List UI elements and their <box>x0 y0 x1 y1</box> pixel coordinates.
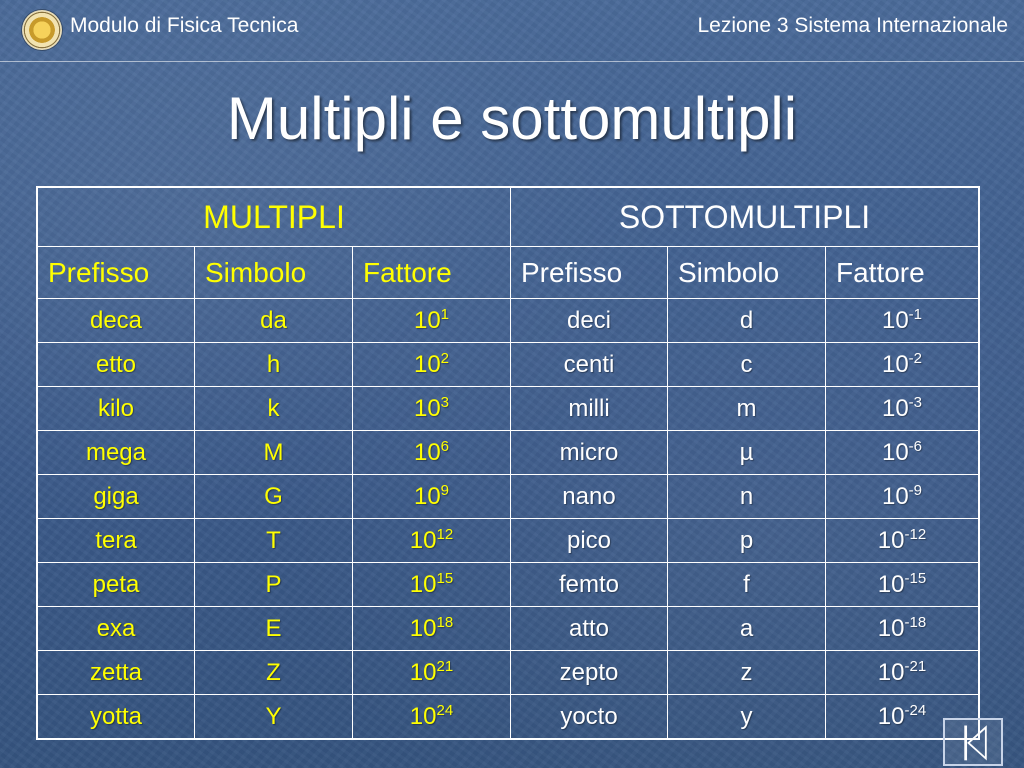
factor-cell <box>826 563 980 607</box>
factor-base: 10 <box>877 571 905 598</box>
factor-cell <box>353 475 511 519</box>
table-row <box>37 475 979 519</box>
prefix-cell: zetta <box>37 651 195 695</box>
symbol-cell: k <box>195 387 353 431</box>
table-row <box>37 299 979 343</box>
symbol-cell: y <box>668 695 826 740</box>
slide-title: Multipli e sottomultipli <box>226 85 798 152</box>
factor-cell <box>353 431 511 475</box>
group-header-row <box>37 187 979 247</box>
symbol-cell: p <box>668 519 826 563</box>
prefix-cell: etto <box>37 343 195 387</box>
prefix-cell: peta <box>37 563 195 607</box>
table-row <box>37 387 979 431</box>
factor-cell <box>353 651 511 695</box>
symbol-cell: m <box>668 387 826 431</box>
factor-cell <box>353 343 511 387</box>
factor-cell <box>826 519 980 563</box>
factor-base: 10 <box>413 483 441 510</box>
factor-cell <box>826 387 980 431</box>
symbol-cell: a <box>668 607 826 651</box>
factor-base: 10 <box>877 703 905 730</box>
header-divider <box>0 61 1024 62</box>
sottomultipli-header: SOTTOMULTIPLI <box>511 187 980 247</box>
factor-exponent: -15 <box>904 570 927 587</box>
factor-base: 10 <box>409 571 437 598</box>
factor-exponent: 9 <box>440 482 450 499</box>
symbol-cell: G <box>195 475 353 519</box>
symbol-cell: E <box>195 607 353 651</box>
factor-exponent: 3 <box>440 394 450 411</box>
factor-exponent: -21 <box>904 658 927 675</box>
factor-exponent: -6 <box>908 438 923 455</box>
factor-exponent: 1 <box>440 306 450 323</box>
factor-exponent: -2 <box>908 350 923 367</box>
prefix-cell: zepto <box>511 651 668 695</box>
factor-base: 10 <box>881 351 909 378</box>
factor-cell <box>826 607 980 651</box>
factor-exponent: -1 <box>908 306 923 323</box>
factor-cell <box>826 299 980 343</box>
prefix-cell: femto <box>511 563 668 607</box>
factor-base: 10 <box>881 307 909 334</box>
table-row <box>37 519 979 563</box>
symbol-cell: T <box>195 519 353 563</box>
factor-base: 10 <box>409 615 437 642</box>
factor-base: 10 <box>877 615 905 642</box>
prefix-cell: micro <box>511 431 668 475</box>
factor-base: 10 <box>413 307 441 334</box>
prefix-cell: milli <box>511 387 668 431</box>
factor-exponent: 21 <box>436 658 454 675</box>
col-header-simbolo: Simbolo <box>195 247 353 299</box>
symbol-cell: n <box>668 475 826 519</box>
factor-cell <box>826 475 980 519</box>
factor-base: 10 <box>409 659 437 686</box>
col-header-prefisso: Prefisso <box>37 247 195 299</box>
lesson-title: Lezione 3 Sistema Internazionale <box>697 14 1008 37</box>
table-row <box>37 343 979 387</box>
col-header-simbolo: Simbolo <box>668 247 826 299</box>
prefix-cell: deca <box>37 299 195 343</box>
factor-exponent: -9 <box>908 482 923 499</box>
prefix-cell: pico <box>511 519 668 563</box>
university-seal-icon <box>22 10 62 50</box>
factor-exponent: -3 <box>908 394 923 411</box>
symbol-cell: da <box>195 299 353 343</box>
symbol-cell: f <box>668 563 826 607</box>
factor-base: 10 <box>877 659 905 686</box>
table-body <box>37 299 979 740</box>
prefix-cell: yocto <box>511 695 668 740</box>
factor-exponent: -24 <box>904 702 927 719</box>
factor-cell <box>353 563 511 607</box>
factor-base: 10 <box>409 703 437 730</box>
table-row <box>37 695 979 740</box>
factor-cell <box>353 607 511 651</box>
prefix-cell: atto <box>511 607 668 651</box>
factor-base: 10 <box>413 395 441 422</box>
prefix-cell: mega <box>37 431 195 475</box>
factor-base: 10 <box>881 439 909 466</box>
factor-exponent: 18 <box>436 614 454 631</box>
symbol-cell: µ <box>668 431 826 475</box>
factor-cell <box>353 519 511 563</box>
prefix-cell: kilo <box>37 387 195 431</box>
prefix-cell: deci <box>511 299 668 343</box>
factor-cell <box>826 651 980 695</box>
symbol-cell: h <box>195 343 353 387</box>
factor-exponent: 15 <box>436 570 454 587</box>
symbol-cell: M <box>195 431 353 475</box>
col-header-fattore: Fattore <box>826 247 980 299</box>
factor-base: 10 <box>881 395 909 422</box>
factor-exponent: 6 <box>440 438 450 455</box>
table-row <box>37 651 979 695</box>
slide-header <box>0 0 1024 52</box>
symbol-cell: Z <box>195 651 353 695</box>
factor-base: 10 <box>413 439 441 466</box>
prefix-table <box>36 186 980 740</box>
factor-base: 10 <box>413 351 441 378</box>
factor-exponent: 2 <box>440 350 450 367</box>
factor-cell <box>826 343 980 387</box>
factor-exponent: -12 <box>904 526 927 543</box>
go-to-start-glyph <box>945 720 1001 764</box>
factor-exponent: -18 <box>904 614 927 631</box>
factor-base: 10 <box>881 483 909 510</box>
factor-base: 10 <box>877 527 905 554</box>
course-title: Modulo di Fisica Tecnica <box>70 14 299 37</box>
prefix-cell: tera <box>37 519 195 563</box>
factor-exponent: 12 <box>436 526 454 543</box>
go-to-start-icon[interactable] <box>943 718 1003 766</box>
factor-cell <box>353 299 511 343</box>
symbol-cell: Y <box>195 695 353 740</box>
prefix-cell: nano <box>511 475 668 519</box>
multipli-header: MULTIPLI <box>37 187 511 247</box>
factor-exponent: 24 <box>436 702 454 719</box>
factor-cell <box>826 431 980 475</box>
column-header-row <box>37 247 979 299</box>
symbol-cell: z <box>668 651 826 695</box>
table-row <box>37 563 979 607</box>
factor-cell <box>353 695 511 740</box>
table-row <box>37 431 979 475</box>
symbol-cell: d <box>668 299 826 343</box>
prefix-cell: giga <box>37 475 195 519</box>
symbol-cell: c <box>668 343 826 387</box>
prefix-cell: exa <box>37 607 195 651</box>
col-header-prefisso: Prefisso <box>511 247 668 299</box>
table-row <box>37 607 979 651</box>
prefix-cell: yotta <box>37 695 195 740</box>
prefix-cell: centi <box>511 343 668 387</box>
factor-base: 10 <box>409 527 437 554</box>
factor-cell <box>353 387 511 431</box>
symbol-cell: P <box>195 563 353 607</box>
col-header-fattore: Fattore <box>353 247 511 299</box>
